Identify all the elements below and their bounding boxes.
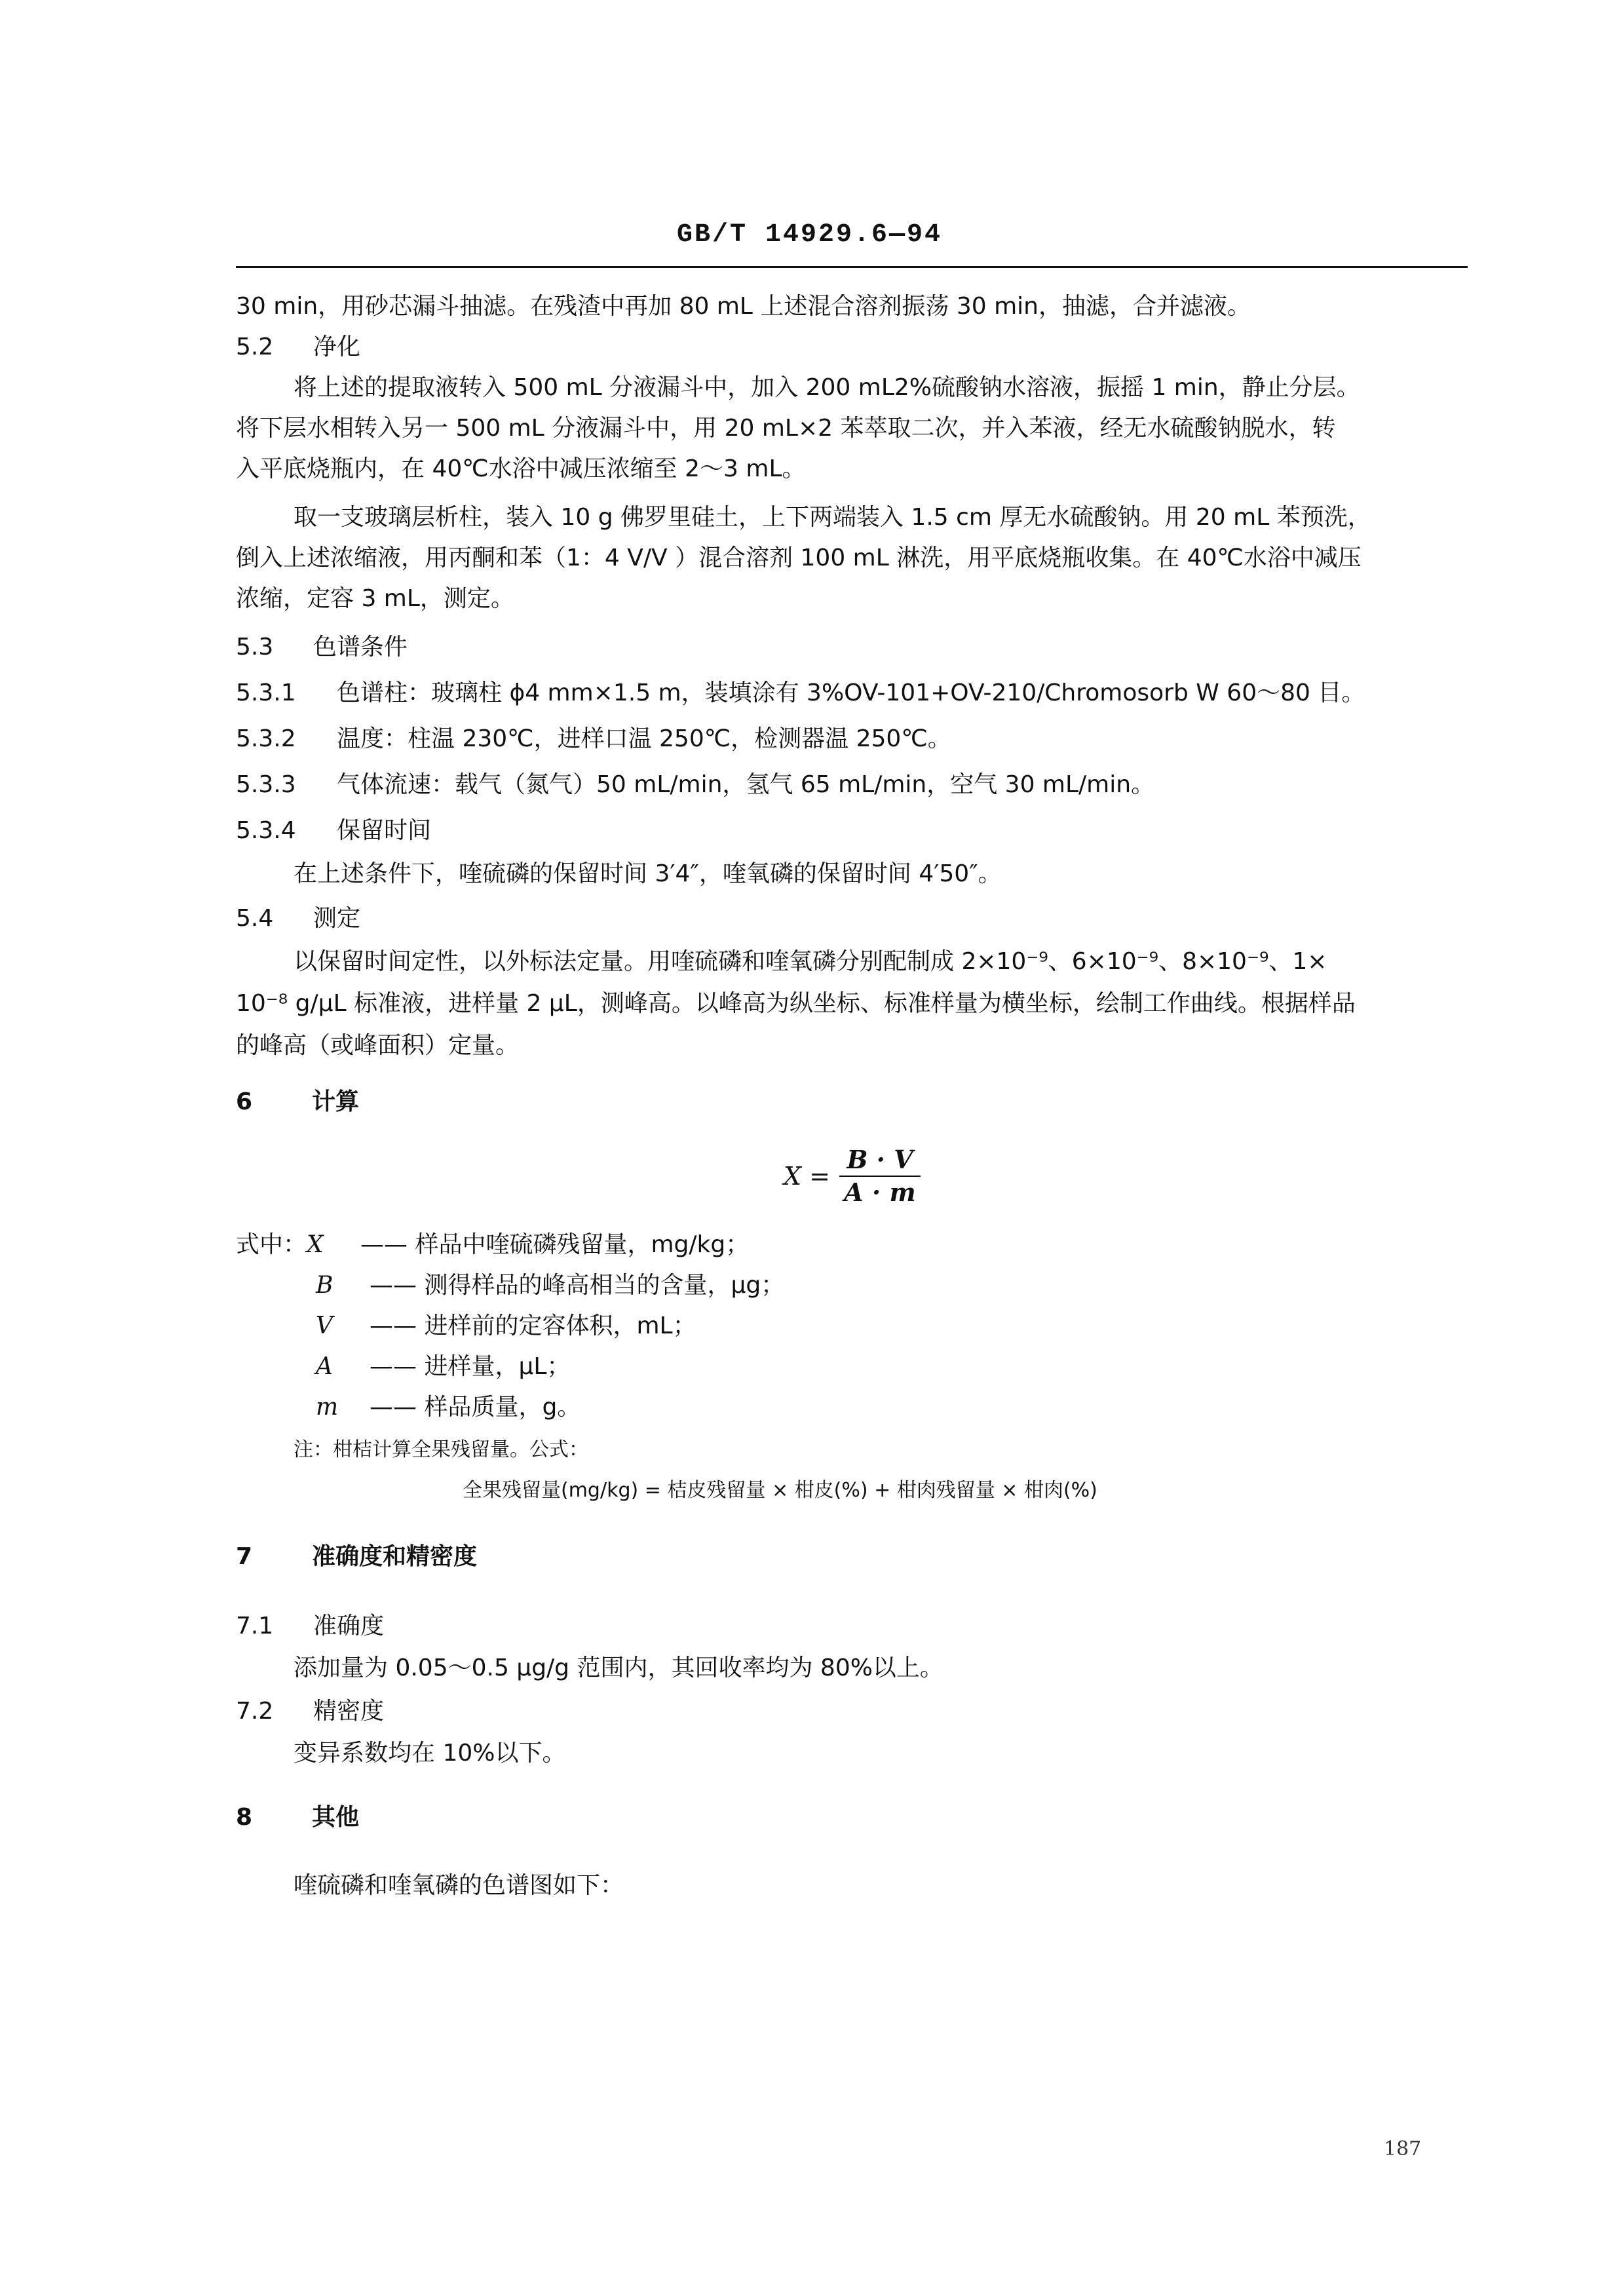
standard-code-header: GB/T 14929.6—94: [676, 220, 943, 250]
section-title: 保留时间: [337, 817, 432, 844]
paragraph-line: 30 min，用砂芯漏斗抽滤。在残渣中再加 80 mL 上述混合溶剂振荡 30 min，抽滤，合并滤液。: [236, 293, 1251, 320]
section-number: 7: [236, 1543, 253, 1570]
paragraph-line: 入平底烧瓶内，在 40℃水浴中减压浓缩至 2～3 mL。: [236, 455, 806, 482]
section-text: 温度：柱温 230℃，进样口温 250℃，检测器温 250℃。: [337, 725, 951, 752]
paragraph-line: 的峰高（或峰面积）定量。: [236, 1032, 520, 1059]
section-7-1-heading: [236, 1612, 384, 1641]
section-title: 准确度: [313, 1613, 385, 1639]
paragraph-line: 添加量为 0.05～0.5 μg/g 范围内，其回收率均为 80%以上。: [294, 1655, 943, 1681]
variable-description: —— 测得样品的峰高相当的含量，μg；: [370, 1272, 785, 1299]
paragraph-line: 将下层水相转入另一 500 mL 分液漏斗中，用 20 mL×2 苯萃取二次，并入苯液，经无水硫酸钠脱水，转: [236, 415, 1336, 442]
section-5-3-3: [236, 771, 1154, 799]
header-rule: [236, 266, 1468, 268]
section-number: 5.3: [236, 634, 274, 660]
section-number: 7.2: [236, 1698, 274, 1725]
where-line: [316, 1312, 696, 1341]
section-number: 5.3.3: [236, 771, 296, 798]
where-line: [316, 1271, 784, 1300]
paragraph-line: 倒入上述浓缩液，用丙酮和苯（1：4 V/V ）混合溶剂 100 mL 淋洗，用平底烧瓶收集。在 40℃水浴中减压: [236, 545, 1362, 571]
formula: [784, 1147, 921, 1206]
paragraph-line: 变异系数均在 10%以下。: [294, 1740, 566, 1767]
section-5-3-1: [236, 679, 1365, 708]
section-title: 精密度: [313, 1698, 385, 1725]
section-number: 7.1: [236, 1613, 274, 1639]
variable-symbol: X: [307, 1231, 324, 1258]
paragraph-line: 喹硫磷和喹氧磷的色谱图如下：: [294, 1872, 624, 1899]
section-number: 5.3.2: [236, 725, 296, 752]
paragraph-line: 将上述的提取液转入 500 mL 分液漏斗中，加入 200 mL2%硫酸钠水溶液，振摇 1 min，静止分层。: [294, 374, 1360, 401]
variable-description: —— 样品质量，g。: [370, 1394, 581, 1421]
paragraph-line: 在上述条件下，喹硫磷的保留时间 3′4″，喹氧磷的保留时间 4′50″。: [294, 860, 1002, 887]
section-5-4-heading: [236, 904, 360, 933]
variable-symbol: m: [316, 1394, 339, 1421]
section-text: 色谱柱：玻璃柱 ϕ4 mm×1.5 m，装填涂有 3%OV-101+OV-210/Chromosorb W 60～80 目。: [337, 679, 1365, 706]
fraction-bar: [839, 1176, 921, 1177]
paragraph-line: 浓缩，定容 3 mL，测定。: [236, 585, 514, 612]
variable-description: —— 进样量，μL；: [370, 1353, 571, 1380]
variable-symbol: V: [316, 1312, 333, 1339]
section-title: 计算: [312, 1088, 360, 1115]
section-title: 准确度和精密度: [312, 1543, 478, 1570]
section-text: 气体流速：载气（氮气）50 mL/min，氢气 65 mL/min，空气 30 mL/min。: [337, 771, 1155, 798]
formula-numerator: B · V: [847, 1145, 913, 1174]
section-5-2-heading: [236, 333, 360, 362]
section-5-3-2: [236, 725, 951, 754]
section-5-3-heading: [236, 633, 408, 662]
where-line: [236, 1231, 749, 1259]
section-7-heading: [236, 1542, 477, 1571]
paragraph-line: 10⁻⁸ g/μL 标准液，进样量 2 μL，测峰高。以峰高为纵坐标、标准样量为横坐标，绘制工作曲线。根据样品: [236, 990, 1356, 1017]
section-number: 5.2: [236, 334, 274, 360]
section-7-2-heading: [236, 1697, 384, 1726]
page-number: 187: [1384, 2137, 1422, 2160]
section-title: 其他: [312, 1804, 360, 1831]
section-8-heading: [236, 1803, 359, 1832]
where-line: [316, 1393, 581, 1422]
section-number: 5.3.1: [236, 679, 296, 706]
note-formula: 全果残留量(mg/kg) = 桔皮残留量 × 柑皮(%) + 柑肉残留量 × 柑肉(%): [463, 1479, 1097, 1502]
section-number: 8: [236, 1804, 253, 1831]
section-title: 测定: [313, 905, 361, 932]
where-line: [316, 1352, 570, 1381]
variable-description: —— 进样前的定容体积，mL；: [370, 1312, 696, 1339]
variable-symbol: A: [316, 1353, 333, 1380]
paragraph-line: 以保留时间定性，以外标法定量。用喹硫磷和喹氧磷分别配制成 2×10⁻⁹、6×10⁻⁹、8×10⁻⁹、1×: [294, 948, 1327, 975]
section-number: 6: [236, 1088, 253, 1115]
variable-description: —— 样品中喹硫磷残留量，mg/kg；: [360, 1231, 750, 1258]
paragraph-line: 取一支玻璃层析柱，装入 10 g 佛罗里硅土，上下两端装入 1.5 cm 厚无水硫酸钠。用 20 mL 苯预洗，: [294, 504, 1371, 531]
where-prefix: 式中：: [236, 1231, 307, 1258]
section-title: 净化: [313, 334, 361, 360]
variable-symbol: B: [316, 1272, 333, 1299]
note-line: 注：柑桔计算全果残留量。公式：: [294, 1438, 588, 1461]
section-5-3-4: [236, 816, 431, 845]
section-number: 5.4: [236, 905, 274, 932]
formula-lhs: X =: [784, 1162, 830, 1191]
section-6-heading: [236, 1088, 359, 1117]
section-number: 5.3.4: [236, 817, 296, 844]
formula-denominator: A · m: [844, 1177, 916, 1207]
section-title: 色谱条件: [313, 634, 408, 660]
